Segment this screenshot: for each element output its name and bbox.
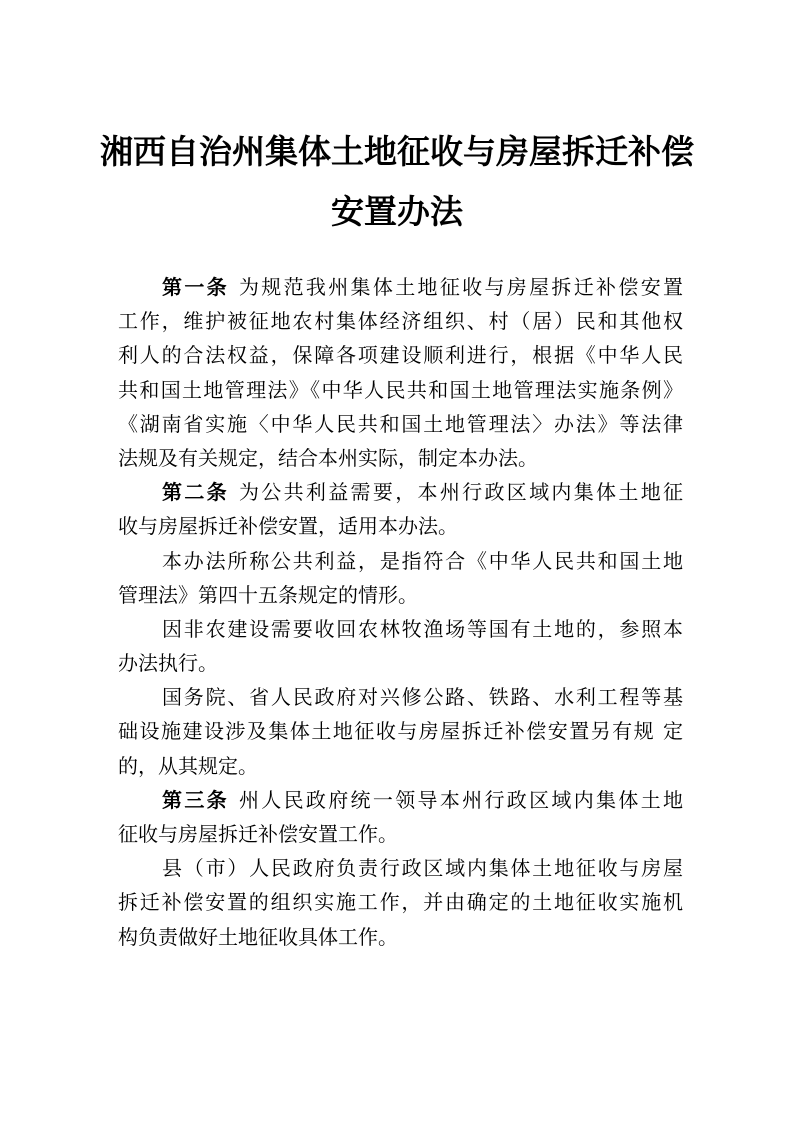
article-1-line-6: 法规及有关规定，结合本州实际，制定本办法。	[118, 445, 538, 470]
article-3-label: 第三条	[162, 787, 229, 812]
article-2-label: 第二条	[162, 480, 229, 505]
article-1-line-2: 工作，维护被征地农村集体经济组织、村（居）民和其他权	[118, 309, 683, 334]
article-1-line-5: 《湖南省实施〈中华人民共和国土地管理法〉办法》等法律	[118, 411, 683, 436]
article-2-para-2-line-2: 管理法》第四十五条规定的情形。	[118, 582, 418, 607]
article-2-para-4-line-3: 的，从其规定。	[118, 753, 258, 778]
article-3-para-2-line-1: 县（市）人民政府负责行政区域内集体土地征收与房屋	[162, 856, 683, 881]
article-2-para-4-line-1: 国务院、省人民政府对兴修公路、铁路、水利工程等基	[162, 685, 683, 710]
article-2-para-4-line-2: 础设施建设涉及集体土地征收与房屋拆迁补偿安置另有规 定	[118, 719, 683, 744]
article-1-label: 第一条	[162, 275, 229, 299]
article-3-para-2-line-2: 拆迁补偿安置的组织实施工作，并由确定的土地征收实施机	[118, 890, 683, 915]
article-2-para-3-line-2: 办法执行。	[118, 651, 218, 676]
article-3-para-2-line-3: 构负责做好土地征收具体工作。	[118, 924, 398, 949]
article-3-line-2: 征收与房屋拆迁补偿安置工作。	[118, 822, 398, 846]
article-1-line-4: 共和国土地管理法》《中华人民共和国土地管理法实施条例》	[118, 377, 683, 402]
document-title-line-1: 湘西自治州集体土地征收与房屋拆迁补偿	[100, 132, 694, 171]
article-2-line-2: 收与房屋拆迁补偿安置，适用本办法。	[118, 514, 458, 539]
article-1-line-1: 第一条 为规范我州集体土地征收与房屋拆迁补偿安置	[162, 275, 683, 299]
article-2-para-2-line-1: 本办法所称公共利益，是指符合《中华人民共和国土地	[162, 548, 683, 573]
article-2-para-3-line-1: 因非农建设需要收回农林牧渔场等国有土地的，参照本	[162, 616, 683, 641]
article-3-line-1: 第三条 州人民政府统一领导本州行政区域内集体土地	[162, 787, 683, 812]
document-title-line-2: 安置办法	[331, 192, 463, 231]
article-2-line-1: 第二条 为公共利益需要，本州行政区域内集体土地征	[162, 480, 683, 505]
document-body	[118, 270, 683, 954]
article-1-line-3: 利人的合法权益，保障各项建设顺利进行，根据《中华人民	[118, 343, 683, 368]
